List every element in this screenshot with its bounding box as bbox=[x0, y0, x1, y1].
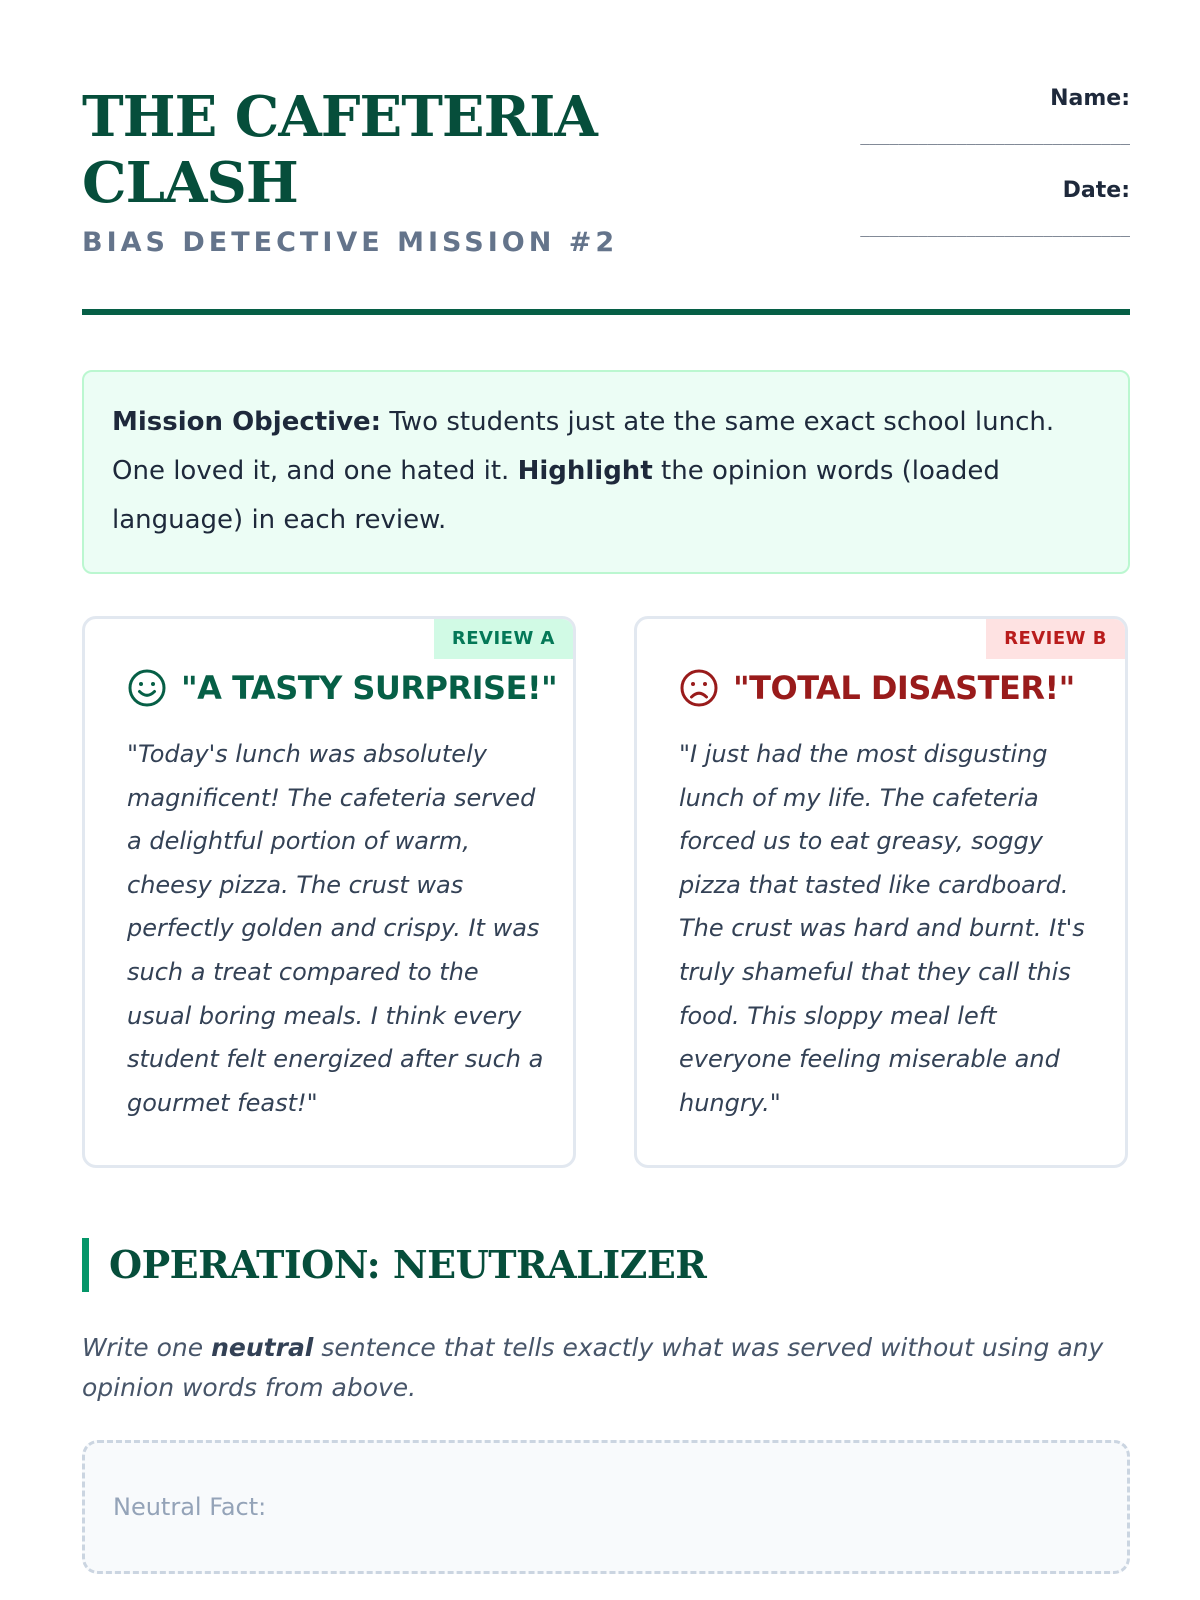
header-divider bbox=[82, 309, 1130, 315]
name-field[interactable]: ____________________________ bbox=[860, 126, 1130, 145]
smile-face-icon bbox=[127, 668, 167, 708]
operation-desc-bold: neutral bbox=[211, 1333, 314, 1362]
date-field[interactable]: ____________________________ bbox=[860, 218, 1130, 237]
date-label: Date: bbox=[1062, 178, 1130, 203]
operation-instructions bbox=[82, 1328, 1130, 1408]
review-tag-b: REVIEW B bbox=[986, 619, 1125, 659]
student-info-fields bbox=[750, 82, 1130, 266]
operation-desc-post: sentence that tells exactly what was served without using any opinion words from above. bbox=[82, 1333, 1104, 1402]
review-heading-b bbox=[679, 663, 1075, 713]
objective-text-2: the opinion words (loaded language) in each review. bbox=[112, 456, 1000, 535]
review-body-a[interactable]: "Today's lunch was absolutely magnificent! The cafeteria served a delightful portion of warm, cheesy pizza. The crust was perfectly golden and crispy. It was such a treat compared to the usual boring meals. I think every student felt energized after such a gourmet feast!" bbox=[127, 740, 544, 1117]
mission-objective-box bbox=[82, 370, 1130, 574]
review-title-b: "TOTAL DISASTER!" bbox=[733, 669, 1075, 707]
neutral-fact-label: Neutral Fact: bbox=[113, 1493, 267, 1521]
review-card-b bbox=[634, 616, 1128, 1168]
neutral-fact-answer-box[interactable] bbox=[82, 1440, 1130, 1574]
title-line-2: CLASH bbox=[82, 150, 298, 216]
page-subtitle: BIAS DETECTIVE MISSION #2 bbox=[82, 227, 619, 258]
review-title-a: "A TASTY SURPRISE!" bbox=[181, 669, 558, 707]
operation-heading bbox=[82, 1238, 706, 1292]
review-card-a bbox=[82, 616, 576, 1168]
review-body-b[interactable]: "I just had the most disgusting lunch of my life. The cafeteria forced us to eat greasy, soggy pizza that tasted like cardboard. The crust was hard and burnt. It's truly shameful that they call this food. This sloppy meal left everyone feeling miserable and hungry." bbox=[679, 740, 1085, 1117]
title-line-1: THE CAFETERIA bbox=[82, 84, 597, 150]
review-tag-a: REVIEW A bbox=[434, 619, 573, 659]
operation-title: OPERATION: NEUTRALIZER bbox=[109, 1242, 707, 1287]
operation-desc-pre: Write one bbox=[82, 1333, 212, 1362]
worksheet-header bbox=[82, 82, 1130, 314]
objective-highlight: Highlight bbox=[517, 456, 653, 486]
name-label: Name: bbox=[1050, 86, 1130, 111]
objective-text-1: Two students just ate the same exact school lunch. One loved it, and one hated it. bbox=[112, 407, 1055, 486]
objective-lead: Mission Objective: bbox=[112, 407, 382, 437]
page-title bbox=[82, 84, 682, 216]
review-heading-a bbox=[127, 663, 557, 713]
frown-face-icon bbox=[679, 668, 719, 708]
worksheet-page bbox=[82, 0, 1130, 1600]
